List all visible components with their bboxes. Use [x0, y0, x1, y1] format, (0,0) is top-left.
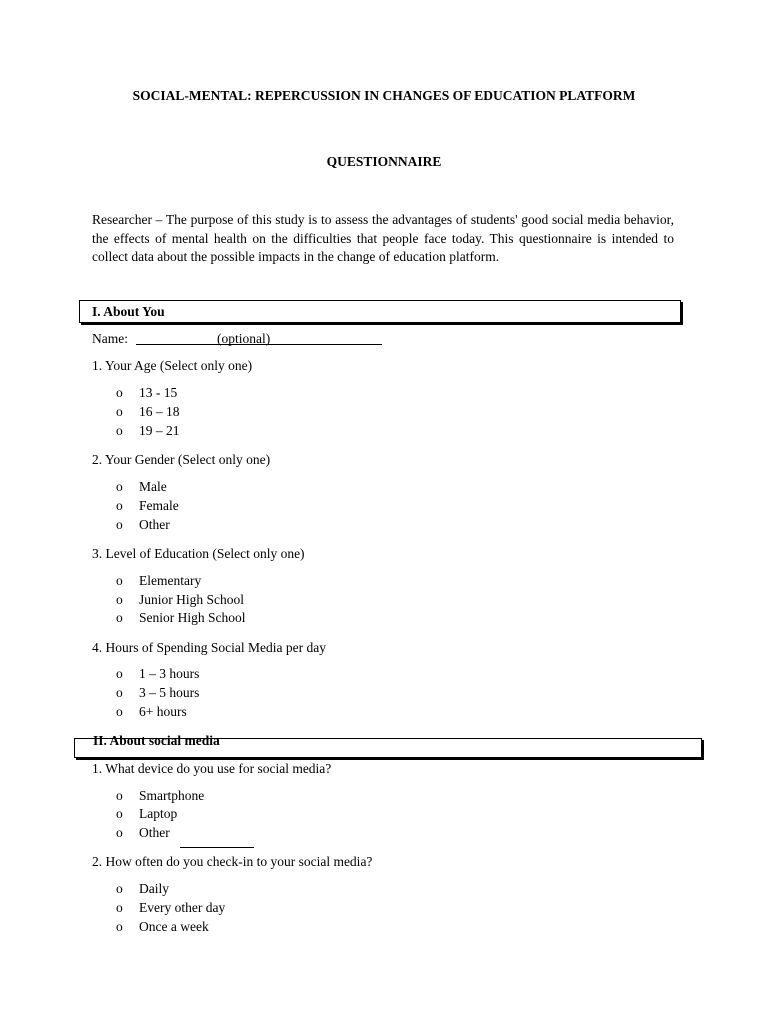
option-device-other[interactable]: o Other [116, 825, 170, 840]
question-device: 1. What device do you use for social media? [92, 761, 332, 776]
option-bullet: o [116, 610, 123, 625]
option-bullet: o [116, 806, 123, 821]
option-bullet: o [116, 900, 123, 915]
option-education-elementary[interactable]: o Elementary [116, 573, 202, 588]
document-subtitle: QUESTIONNAIRE [326, 154, 442, 169]
option-bullet: o [116, 704, 123, 719]
option-bullet: o [116, 919, 123, 934]
option-bullet: o [116, 479, 123, 494]
document-title: SOCIAL-MENTAL: REPERCUSSION IN CHANGES OF EDUCATION PLATFORM [132, 88, 636, 103]
option-hours-1-3[interactable]: o 1 – 3 hours [116, 666, 200, 681]
option-education-senior-high[interactable]: o Senior High School [116, 610, 246, 625]
option-bullet: o [116, 517, 123, 532]
option-gender-other[interactable]: o Other [116, 517, 170, 532]
option-checkin-once-a-week[interactable]: o Once a week [116, 919, 209, 934]
question-gender: 2. Your Gender (Select only one) [92, 452, 271, 467]
option-checkin-every-other-day[interactable]: o Every other day [116, 900, 226, 915]
question-hours: 4. Hours of Spending Social Media per day [92, 640, 326, 655]
option-bullet: o [116, 666, 123, 681]
option-bullet: o [116, 423, 123, 438]
name-hint: (optional) [217, 331, 271, 346]
option-bullet: o [116, 385, 123, 400]
device-other-field-line[interactable] [180, 847, 254, 848]
option-education-junior-high[interactable]: o Junior High School [116, 592, 245, 607]
option-bullet: o [116, 573, 123, 588]
option-bullet: o [116, 881, 123, 896]
option-bullet: o [116, 498, 123, 513]
option-gender-male[interactable]: o Male [116, 479, 167, 494]
option-device-laptop[interactable]: o Laptop [116, 806, 178, 821]
name-label: Name: [92, 331, 128, 346]
option-hours-6-plus[interactable]: o 6+ hours [116, 704, 187, 719]
question-check-in: 2. How often do you check-in to your social media? [92, 854, 373, 869]
option-checkin-daily[interactable]: o Daily [116, 881, 169, 896]
option-bullet: o [116, 404, 123, 419]
question-age: 1. Your Age (Select only one) [92, 358, 253, 373]
option-age-19-21[interactable]: o 19 – 21 [116, 423, 180, 438]
section-2-header [74, 733, 702, 758]
option-bullet: o [116, 685, 123, 700]
option-bullet: o [116, 788, 123, 803]
section-2-heading: II. About social media [93, 733, 220, 748]
option-age-16-18[interactable]: o 16 – 18 [116, 404, 180, 419]
option-bullet: o [116, 825, 123, 840]
section-1-heading: I. About You [92, 304, 165, 319]
section-1-header [79, 300, 681, 323]
option-age-13-15[interactable]: o 13 - 15 [116, 385, 178, 400]
question-education: 3. Level of Education (Select only one) [92, 546, 305, 561]
option-bullet: o [116, 592, 123, 607]
option-hours-3-5[interactable]: o 3 – 5 hours [116, 685, 200, 700]
option-gender-female[interactable]: o Female [116, 498, 179, 513]
intro-paragraph: Researcher – The purpose of this study is to assess the advantages of students' good social media behavior, the effects of mental health on the difficulties that people face today. This questionnaire is intended to collect data about the possible impacts in the change of education platform. [92, 212, 674, 264]
option-device-smartphone[interactable]: o Smartphone [116, 788, 205, 803]
